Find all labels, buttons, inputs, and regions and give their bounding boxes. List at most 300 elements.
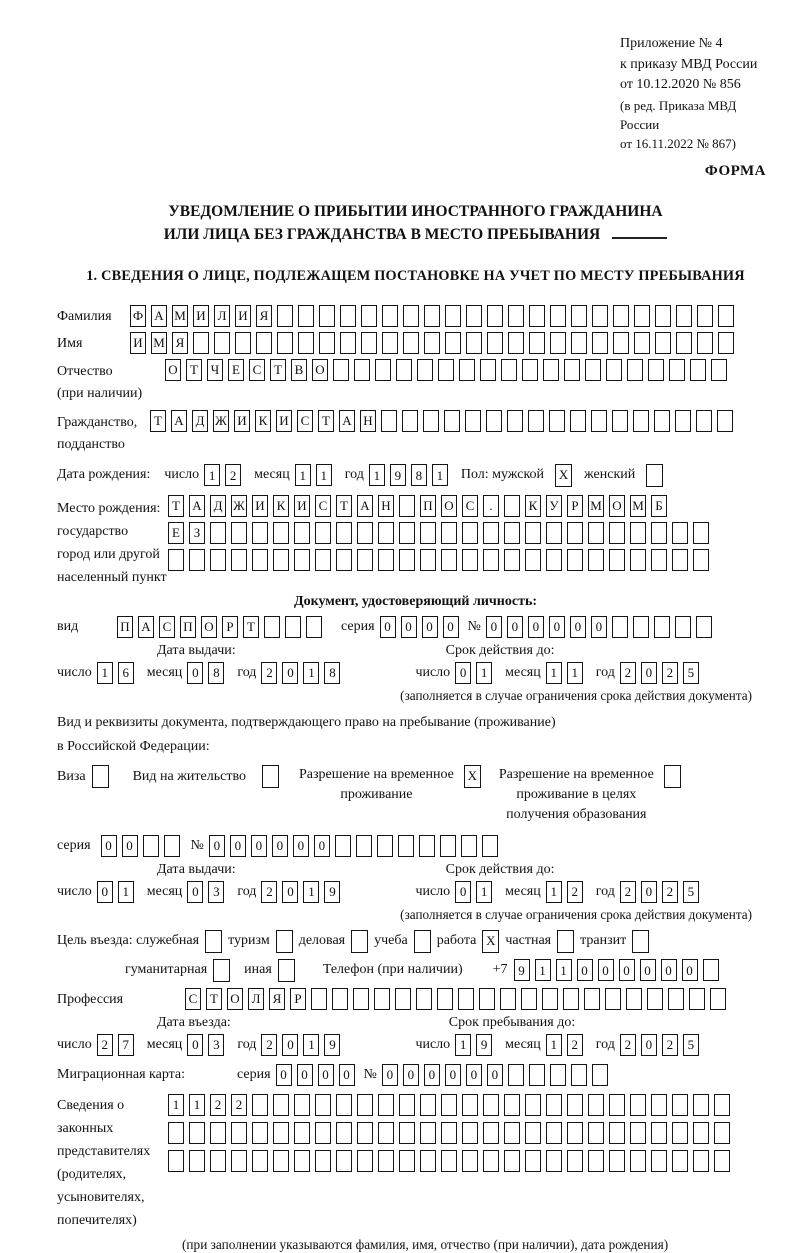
char-box[interactable] (424, 332, 440, 354)
char-box[interactable]: 0 (549, 616, 565, 638)
char-box[interactable] (403, 305, 419, 327)
char-box[interactable]: 1 (535, 959, 551, 981)
char-box[interactable] (210, 1122, 226, 1144)
char-box[interactable]: 0 (122, 835, 138, 857)
char-box[interactable] (143, 835, 159, 857)
char-box[interactable] (710, 988, 726, 1010)
char-box[interactable]: Ж (213, 410, 229, 432)
char-box[interactable] (361, 305, 377, 327)
char-box[interactable]: Т (186, 359, 202, 381)
char-box[interactable] (504, 1150, 520, 1172)
char-box[interactable] (567, 522, 583, 544)
char-box[interactable]: 1 (369, 464, 385, 486)
char-box[interactable]: 2 (567, 881, 583, 903)
char-box[interactable] (591, 410, 607, 432)
char-box[interactable] (525, 1122, 541, 1144)
char-box[interactable] (486, 410, 502, 432)
char-box[interactable] (252, 1094, 268, 1116)
char-box[interactable]: Т (318, 410, 334, 432)
char-box[interactable] (378, 1094, 394, 1116)
char-box[interactable] (697, 305, 713, 327)
char-box[interactable] (168, 1150, 184, 1172)
char-box[interactable] (357, 1094, 373, 1116)
char-box[interactable] (689, 988, 705, 1010)
char-box[interactable] (630, 522, 646, 544)
char-box[interactable] (396, 359, 412, 381)
char-box[interactable]: 2 (620, 1034, 636, 1056)
char-box[interactable] (609, 1150, 625, 1172)
char-box[interactable]: 2 (662, 881, 678, 903)
char-box[interactable]: 1 (168, 1094, 184, 1116)
char-box[interactable] (298, 305, 314, 327)
char-box[interactable]: Л (214, 305, 230, 327)
char-box[interactable] (399, 1094, 415, 1116)
char-box[interactable] (465, 410, 481, 432)
char-box[interactable] (542, 988, 558, 1010)
char-box[interactable] (403, 332, 419, 354)
char-box[interactable] (445, 305, 461, 327)
char-box[interactable] (277, 305, 293, 327)
char-box[interactable]: М (630, 495, 646, 517)
char-box[interactable]: 0 (380, 616, 396, 638)
char-box[interactable] (672, 549, 688, 571)
char-box[interactable]: Д (210, 495, 226, 517)
char-box[interactable] (546, 522, 562, 544)
char-box[interactable] (357, 549, 373, 571)
char-box[interactable] (630, 1150, 646, 1172)
char-box[interactable]: 3 (208, 881, 224, 903)
purpose-other-checkbox[interactable] (278, 959, 295, 982)
char-box[interactable] (336, 1094, 352, 1116)
char-box[interactable] (693, 1150, 709, 1172)
char-box[interactable] (399, 549, 415, 571)
char-box[interactable] (382, 305, 398, 327)
char-box[interactable]: 0 (641, 881, 657, 903)
char-box[interactable]: 1 (303, 881, 319, 903)
char-box[interactable]: 0 (276, 1064, 292, 1086)
char-box[interactable] (609, 522, 625, 544)
char-box[interactable] (340, 332, 356, 354)
char-box[interactable] (354, 359, 370, 381)
char-box[interactable]: Р (290, 988, 306, 1010)
char-box[interactable]: М (151, 332, 167, 354)
char-box[interactable] (294, 1122, 310, 1144)
char-box[interactable]: С (315, 495, 331, 517)
char-box[interactable] (630, 1094, 646, 1116)
char-box[interactable] (718, 332, 734, 354)
char-box[interactable]: И (276, 410, 292, 432)
char-box[interactable] (357, 1122, 373, 1144)
char-box[interactable]: И (193, 305, 209, 327)
char-box[interactable] (252, 1150, 268, 1172)
char-box[interactable] (378, 1150, 394, 1172)
char-box[interactable]: Д (192, 410, 208, 432)
char-box[interactable]: 0 (209, 835, 225, 857)
char-box[interactable] (588, 522, 604, 544)
char-box[interactable] (402, 410, 418, 432)
char-box[interactable] (501, 359, 517, 381)
char-box[interactable] (416, 988, 432, 1010)
temp-residence-edu-checkbox[interactable] (664, 765, 681, 788)
char-box[interactable] (563, 988, 579, 1010)
char-box[interactable] (672, 1094, 688, 1116)
char-box[interactable]: О (165, 359, 181, 381)
char-box[interactable] (210, 549, 226, 571)
char-box[interactable]: И (130, 332, 146, 354)
char-box[interactable] (609, 549, 625, 571)
char-box[interactable] (483, 549, 499, 571)
char-box[interactable]: 2 (567, 1034, 583, 1056)
sex-male-checkbox[interactable]: X (555, 464, 572, 487)
char-box[interactable] (567, 549, 583, 571)
char-box[interactable]: 0 (293, 835, 309, 857)
char-box[interactable] (528, 410, 544, 432)
char-box[interactable] (235, 332, 251, 354)
purpose-transit-checkbox[interactable] (632, 930, 649, 953)
char-box[interactable]: 0 (619, 959, 635, 981)
char-box[interactable]: 2 (225, 464, 241, 486)
char-box[interactable]: 0 (682, 959, 698, 981)
char-box[interactable]: 1 (556, 959, 572, 981)
char-box[interactable]: 9 (324, 1034, 340, 1056)
char-box[interactable] (273, 1150, 289, 1172)
char-box[interactable] (466, 305, 482, 327)
char-box[interactable]: Ф (130, 305, 146, 327)
char-box[interactable]: Р (222, 616, 238, 638)
char-box[interactable] (441, 522, 457, 544)
char-box[interactable] (696, 410, 712, 432)
purpose-work-checkbox[interactable]: X (482, 930, 499, 953)
char-box[interactable] (273, 1094, 289, 1116)
char-box[interactable]: 1 (189, 1094, 205, 1116)
char-box[interactable]: Т (168, 495, 184, 517)
char-box[interactable]: 1 (546, 1034, 562, 1056)
char-box[interactable]: 0 (282, 1034, 298, 1056)
char-box[interactable] (507, 410, 523, 432)
char-box[interactable]: Л (248, 988, 264, 1010)
char-box[interactable] (564, 359, 580, 381)
char-box[interactable]: 0 (641, 662, 657, 684)
char-box[interactable] (655, 332, 671, 354)
char-box[interactable]: 1 (97, 662, 113, 684)
char-box[interactable]: 2 (662, 662, 678, 684)
char-box[interactable]: 2 (620, 662, 636, 684)
char-box[interactable] (294, 1094, 310, 1116)
char-box[interactable] (634, 332, 650, 354)
char-box[interactable] (256, 332, 272, 354)
char-box[interactable] (714, 1150, 730, 1172)
char-box[interactable]: 5 (683, 881, 699, 903)
char-box[interactable] (546, 1094, 562, 1116)
char-box[interactable] (672, 522, 688, 544)
char-box[interactable]: П (420, 495, 436, 517)
char-box[interactable]: 0 (443, 616, 459, 638)
char-box[interactable]: 9 (476, 1034, 492, 1056)
char-box[interactable]: 0 (486, 616, 502, 638)
char-box[interactable] (571, 332, 587, 354)
char-box[interactable]: 0 (661, 959, 677, 981)
char-box[interactable]: 0 (403, 1064, 419, 1086)
char-box[interactable] (273, 522, 289, 544)
char-box[interactable]: Я (172, 332, 188, 354)
char-box[interactable]: 8 (324, 662, 340, 684)
char-box[interactable] (634, 305, 650, 327)
char-box[interactable]: З (189, 522, 205, 544)
char-box[interactable] (333, 359, 349, 381)
char-box[interactable] (441, 549, 457, 571)
char-box[interactable] (480, 359, 496, 381)
char-box[interactable] (353, 988, 369, 1010)
char-box[interactable]: 2 (261, 1034, 277, 1056)
char-box[interactable]: 0 (282, 662, 298, 684)
char-box[interactable]: 0 (487, 1064, 503, 1086)
char-box[interactable]: Т (270, 359, 286, 381)
char-box[interactable] (357, 1150, 373, 1172)
char-box[interactable]: 0 (591, 616, 607, 638)
char-box[interactable] (315, 1094, 331, 1116)
char-box[interactable]: 2 (261, 662, 277, 684)
char-box[interactable]: О (441, 495, 457, 517)
char-box[interactable]: А (151, 305, 167, 327)
char-box[interactable] (378, 549, 394, 571)
char-box[interactable] (690, 359, 706, 381)
char-box[interactable]: 2 (231, 1094, 247, 1116)
char-box[interactable]: 0 (528, 616, 544, 638)
char-box[interactable] (419, 835, 435, 857)
char-box[interactable]: О (201, 616, 217, 638)
char-box[interactable]: 0 (187, 881, 203, 903)
char-box[interactable] (550, 305, 566, 327)
char-box[interactable]: 9 (324, 881, 340, 903)
char-box[interactable] (605, 988, 621, 1010)
char-box[interactable]: 0 (641, 1034, 657, 1056)
char-box[interactable] (466, 332, 482, 354)
temp-residence-checkbox[interactable]: X (464, 765, 481, 788)
char-box[interactable] (164, 835, 180, 857)
visa-checkbox[interactable] (92, 765, 109, 788)
char-box[interactable] (606, 359, 622, 381)
char-box[interactable]: 0 (598, 959, 614, 981)
char-box[interactable] (231, 1122, 247, 1144)
char-box[interactable]: С (185, 988, 201, 1010)
char-box[interactable] (277, 332, 293, 354)
char-box[interactable] (592, 305, 608, 327)
char-box[interactable]: 5 (683, 1034, 699, 1056)
char-box[interactable] (651, 1122, 667, 1144)
char-box[interactable] (529, 305, 545, 327)
char-box[interactable] (231, 1150, 247, 1172)
char-box[interactable]: С (462, 495, 478, 517)
char-box[interactable] (504, 549, 520, 571)
char-box[interactable] (508, 305, 524, 327)
char-box[interactable] (462, 1094, 478, 1116)
char-box[interactable] (375, 359, 391, 381)
char-box[interactable]: 0 (455, 662, 471, 684)
char-box[interactable] (529, 1064, 545, 1086)
char-box[interactable]: 0 (314, 835, 330, 857)
purpose-business-checkbox[interactable] (351, 930, 368, 953)
char-box[interactable] (264, 616, 280, 638)
char-box[interactable] (500, 988, 516, 1010)
char-box[interactable]: 0 (455, 881, 471, 903)
char-box[interactable] (633, 410, 649, 432)
char-box[interactable] (483, 1122, 499, 1144)
char-box[interactable]: Е (168, 522, 184, 544)
char-box[interactable] (462, 522, 478, 544)
char-box[interactable]: П (117, 616, 133, 638)
char-box[interactable]: 0 (97, 881, 113, 903)
char-box[interactable]: 0 (401, 616, 417, 638)
char-box[interactable]: В (291, 359, 307, 381)
char-box[interactable] (420, 1150, 436, 1172)
char-box[interactable] (315, 1122, 331, 1144)
char-box[interactable] (378, 522, 394, 544)
char-box[interactable] (377, 835, 393, 857)
char-box[interactable] (633, 616, 649, 638)
char-box[interactable] (311, 988, 327, 1010)
char-box[interactable] (588, 549, 604, 571)
char-box[interactable]: 0 (101, 835, 117, 857)
char-box[interactable]: 2 (662, 1034, 678, 1056)
char-box[interactable] (319, 305, 335, 327)
char-box[interactable]: Б (651, 495, 667, 517)
char-box[interactable] (655, 305, 671, 327)
char-box[interactable] (420, 1094, 436, 1116)
char-box[interactable] (273, 549, 289, 571)
char-box[interactable] (584, 988, 600, 1010)
char-box[interactable]: 0 (577, 959, 593, 981)
char-box[interactable]: О (609, 495, 625, 517)
char-box[interactable]: 9 (390, 464, 406, 486)
char-box[interactable]: Я (269, 988, 285, 1010)
char-box[interactable]: Ч (207, 359, 223, 381)
char-box[interactable]: О (312, 359, 328, 381)
char-box[interactable] (508, 1064, 524, 1086)
char-box[interactable] (381, 410, 397, 432)
char-box[interactable] (315, 549, 331, 571)
char-box[interactable] (550, 332, 566, 354)
char-box[interactable]: 2 (210, 1094, 226, 1116)
char-box[interactable] (630, 549, 646, 571)
char-box[interactable] (529, 332, 545, 354)
char-box[interactable] (508, 332, 524, 354)
char-box[interactable]: К (255, 410, 271, 432)
char-box[interactable] (588, 1094, 604, 1116)
char-box[interactable]: К (273, 495, 289, 517)
char-box[interactable] (570, 410, 586, 432)
char-box[interactable] (168, 549, 184, 571)
char-box[interactable] (483, 1094, 499, 1116)
char-box[interactable]: 9 (514, 959, 530, 981)
char-box[interactable] (675, 616, 691, 638)
char-box[interactable]: 0 (272, 835, 288, 857)
char-box[interactable] (714, 1122, 730, 1144)
char-box[interactable] (445, 332, 461, 354)
char-box[interactable] (335, 835, 351, 857)
char-box[interactable] (647, 988, 663, 1010)
char-box[interactable]: 0 (570, 616, 586, 638)
char-box[interactable] (612, 410, 628, 432)
char-box[interactable] (459, 359, 475, 381)
char-box[interactable] (438, 359, 454, 381)
char-box[interactable]: 0 (251, 835, 267, 857)
char-box[interactable] (546, 1150, 562, 1172)
char-box[interactable] (546, 1122, 562, 1144)
char-box[interactable] (399, 1122, 415, 1144)
char-box[interactable] (444, 410, 460, 432)
char-box[interactable]: 0 (297, 1064, 313, 1086)
char-box[interactable]: 0 (318, 1064, 334, 1086)
char-box[interactable] (420, 549, 436, 571)
char-box[interactable]: 0 (640, 959, 656, 981)
char-box[interactable] (252, 1122, 268, 1144)
char-box[interactable] (711, 359, 727, 381)
char-box[interactable]: 1 (303, 662, 319, 684)
char-box[interactable] (567, 1150, 583, 1172)
char-box[interactable] (669, 359, 685, 381)
char-box[interactable] (336, 1150, 352, 1172)
char-box[interactable] (462, 549, 478, 571)
char-box[interactable] (648, 359, 664, 381)
char-box[interactable] (567, 1094, 583, 1116)
char-box[interactable] (487, 332, 503, 354)
char-box[interactable] (525, 522, 541, 544)
char-box[interactable] (399, 1150, 415, 1172)
char-box[interactable] (521, 988, 537, 1010)
char-box[interactable] (525, 1150, 541, 1172)
char-box[interactable]: Т (336, 495, 352, 517)
char-box[interactable]: С (159, 616, 175, 638)
char-box[interactable] (294, 549, 310, 571)
char-box[interactable] (357, 522, 373, 544)
char-box[interactable]: 1 (316, 464, 332, 486)
char-box[interactable] (231, 522, 247, 544)
char-box[interactable] (399, 495, 415, 517)
char-box[interactable]: 6 (118, 662, 134, 684)
char-box[interactable]: П (180, 616, 196, 638)
char-box[interactable] (549, 410, 565, 432)
char-box[interactable]: 0 (445, 1064, 461, 1086)
char-box[interactable] (382, 332, 398, 354)
char-box[interactable] (668, 988, 684, 1010)
char-box[interactable] (651, 549, 667, 571)
char-box[interactable]: Н (360, 410, 376, 432)
char-box[interactable] (458, 988, 474, 1010)
char-box[interactable] (252, 549, 268, 571)
char-box[interactable] (630, 1122, 646, 1144)
char-box[interactable] (543, 359, 559, 381)
char-box[interactable] (483, 1150, 499, 1172)
char-box[interactable]: 1 (567, 662, 583, 684)
char-box[interactable] (504, 1122, 520, 1144)
char-box[interactable] (483, 522, 499, 544)
char-box[interactable] (718, 305, 734, 327)
char-box[interactable]: 2 (97, 1034, 113, 1056)
char-box[interactable] (437, 988, 453, 1010)
char-box[interactable] (676, 305, 692, 327)
char-box[interactable]: 0 (187, 662, 203, 684)
char-box[interactable] (714, 1094, 730, 1116)
char-box[interactable] (627, 359, 643, 381)
char-box[interactable]: 1 (118, 881, 134, 903)
char-box[interactable]: О (227, 988, 243, 1010)
char-box[interactable]: К (525, 495, 541, 517)
char-box[interactable] (651, 1150, 667, 1172)
char-box[interactable] (399, 522, 415, 544)
char-box[interactable] (306, 616, 322, 638)
char-box[interactable] (210, 522, 226, 544)
char-box[interactable] (585, 359, 601, 381)
